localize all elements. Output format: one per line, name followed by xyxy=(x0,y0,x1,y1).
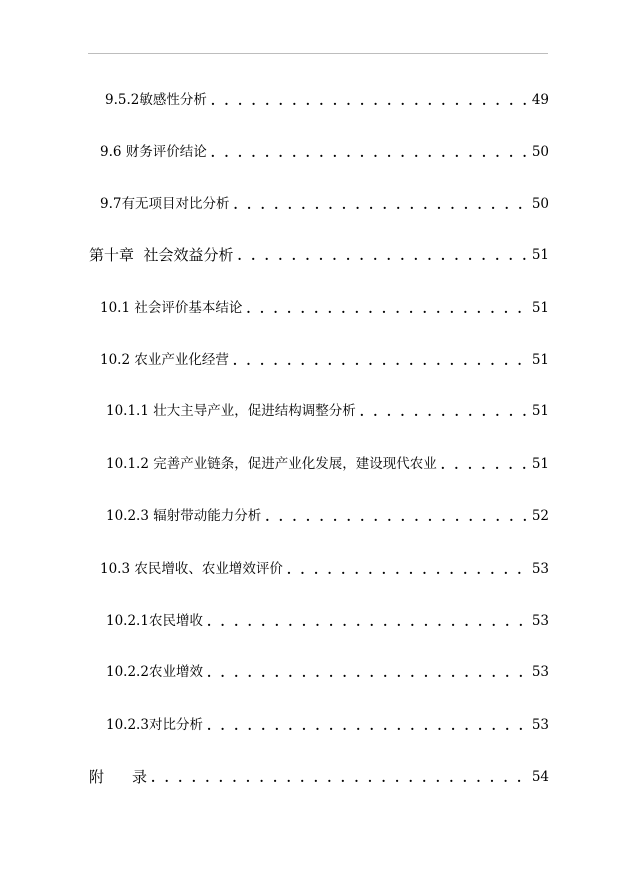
toc-appendix-entry[interactable] xyxy=(89,767,549,787)
toc-page-number: 54 xyxy=(531,769,549,785)
toc-entry[interactable] xyxy=(100,142,549,162)
toc-dot-leader xyxy=(151,769,530,787)
toc-dot-leader xyxy=(265,508,530,526)
toc-page-number: 53 xyxy=(531,717,549,733)
toc-entry[interactable] xyxy=(106,611,549,631)
toc-dot-leader xyxy=(233,352,530,370)
toc-dot-leader xyxy=(287,561,530,579)
toc-entry-title: 10.3 农民增收、农业增效评价 xyxy=(100,561,283,577)
toc-dot-leader xyxy=(360,403,530,421)
toc-dot-leader xyxy=(207,664,530,682)
toc-dot-leader xyxy=(211,144,530,162)
toc-dot-leader xyxy=(207,717,530,735)
toc-chapter-entry[interactable] xyxy=(89,245,549,265)
toc-dot-leader xyxy=(441,456,530,474)
toc-page-number: 51 xyxy=(531,247,549,263)
toc-entry[interactable] xyxy=(100,194,549,214)
toc-entry-title xyxy=(89,767,147,787)
toc-entry-title: 10.1.1 壮大主导产业，促进结构调整分析 xyxy=(106,403,356,419)
toc-dot-leader xyxy=(207,613,530,631)
toc-entry-title: 第十章 社会效益分析 xyxy=(89,246,234,264)
appendix-char-1: 附 xyxy=(89,768,105,786)
toc-entry-title: 10.2.3对比分析 xyxy=(106,717,203,733)
toc-dot-leader xyxy=(211,92,530,110)
toc-page-number: 51 xyxy=(531,352,549,368)
toc-dot-leader xyxy=(238,247,530,265)
toc-page-number: 52 xyxy=(531,508,549,524)
toc-entry-title: 9.7有无项目对比分析 xyxy=(100,196,230,212)
toc-entry[interactable] xyxy=(105,90,549,110)
toc-page-number: 51 xyxy=(531,456,549,472)
toc-entry[interactable] xyxy=(100,559,549,579)
toc-entry[interactable] xyxy=(100,298,549,318)
toc-entry[interactable] xyxy=(100,350,549,370)
toc-entry-title: 9.6 财务评价结论 xyxy=(100,144,207,160)
toc-page-number: 50 xyxy=(531,144,549,160)
toc-page-number: 51 xyxy=(531,403,549,419)
toc-entry-title: 9.5.2敏感性分析 xyxy=(105,92,207,108)
toc-entry[interactable] xyxy=(106,454,549,474)
toc-entry-title: 10.2.2农业增效 xyxy=(106,664,203,680)
header-rule xyxy=(88,53,548,54)
toc-entry[interactable] xyxy=(106,715,549,735)
toc-entry[interactable] xyxy=(106,401,549,421)
toc-entry[interactable] xyxy=(106,662,549,682)
appendix-char-2: 录 xyxy=(132,768,148,786)
toc-page-number: 49 xyxy=(531,92,549,108)
toc-page-number: 53 xyxy=(531,664,549,680)
toc-entry-title: 10.1 社会评价基本结论 xyxy=(100,300,243,316)
toc-dot-leader xyxy=(246,300,529,318)
toc-page-number: 50 xyxy=(531,196,549,212)
toc-entry-title: 10.1.2 完善产业链条，促进产业化发展，建设现代农业 xyxy=(106,456,437,472)
toc-entry-title: 10.2 农业产业化经营 xyxy=(100,352,229,368)
toc-page-number: 51 xyxy=(531,300,549,316)
toc-entry-title: 10.2.3 辐射带动能力分析 xyxy=(106,508,262,524)
toc-entry[interactable] xyxy=(106,506,549,526)
toc-page-number: 53 xyxy=(531,613,549,629)
toc-page-number: 53 xyxy=(531,561,549,577)
toc-dot-leader xyxy=(233,196,529,214)
toc-entry-title: 10.2.1农民增收 xyxy=(106,613,203,629)
